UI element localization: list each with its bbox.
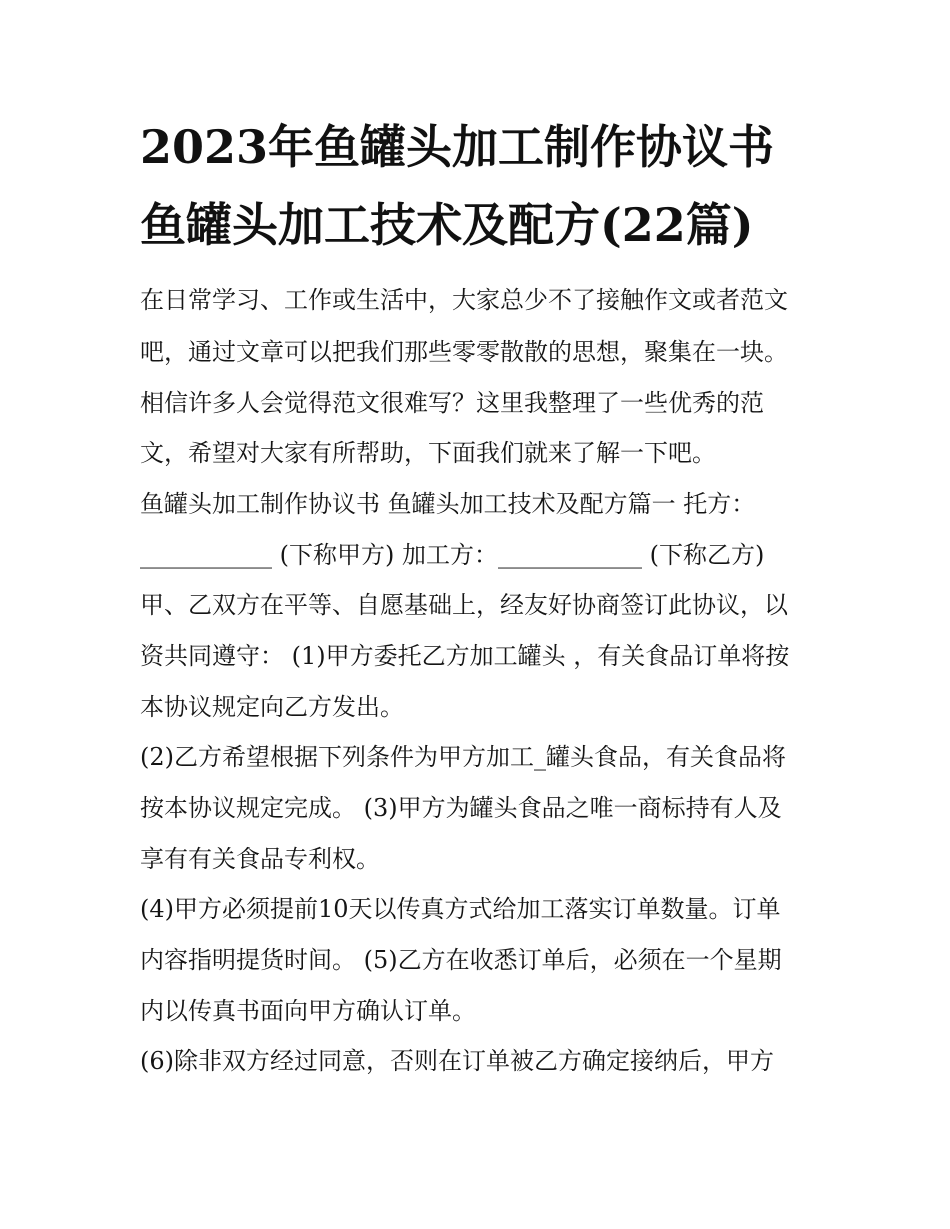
body-line: 相信许多人会觉得范文很难写？这里我整理了一些优秀的范 [140, 389, 764, 417]
document-title-line-1: 2023年鱼罐头加工制作协议书 [140, 120, 775, 174]
body-line: 文，希望对大家有所帮助，下面我们就来了解一下吧。 [140, 439, 716, 467]
body-line: (6)除非双方经过同意，否则在订单被乙方确定接纳后，甲方 [140, 1047, 774, 1075]
body-line: (4)甲方必须提前10天以传真方式给加工落实订单数量。订单 [140, 895, 781, 923]
body-line: (2)乙方希望根据下列条件为甲方加工_罐头食品，有关食品将 [140, 743, 786, 771]
body-line: 甲、乙双方在平等、自愿基础上，经友好协商签订此协议，以 [140, 591, 788, 619]
body-line: 内容指明提货时间。 (5)乙方在收悉订单后，必须在一个星期 [140, 946, 782, 974]
body-line: 吧，通过文章可以把我们那些零零散散的思想，聚集在一块。 [140, 338, 788, 366]
body-line: 在日常学习、工作或生活中，大家总少不了接触作文或者范文 [140, 286, 788, 314]
body-line: 内以传真书面向甲方确认订单。 [140, 997, 476, 1025]
body-line: 资共同遵守： (1)甲方委托乙方加工罐头 ，有关食品订单将按 [140, 642, 790, 670]
body-line: ___________ (下称甲方) 加工方：____________ (下称乙方) [140, 541, 765, 569]
body-line: 鱼罐头加工制作协议书 鱼罐头加工技术及配方篇一 托方： [140, 490, 756, 518]
body-line: 享有有关食品专利权。 [140, 845, 380, 873]
body-line: 按本协议规定完成。 (3)甲方为罐头食品之唯一商标持有人及 [140, 794, 782, 822]
document-title-line-2: 鱼罐头加工技术及配方(22篇) [140, 198, 754, 252]
body-line: 本协议规定向乙方发出。 [140, 693, 404, 721]
